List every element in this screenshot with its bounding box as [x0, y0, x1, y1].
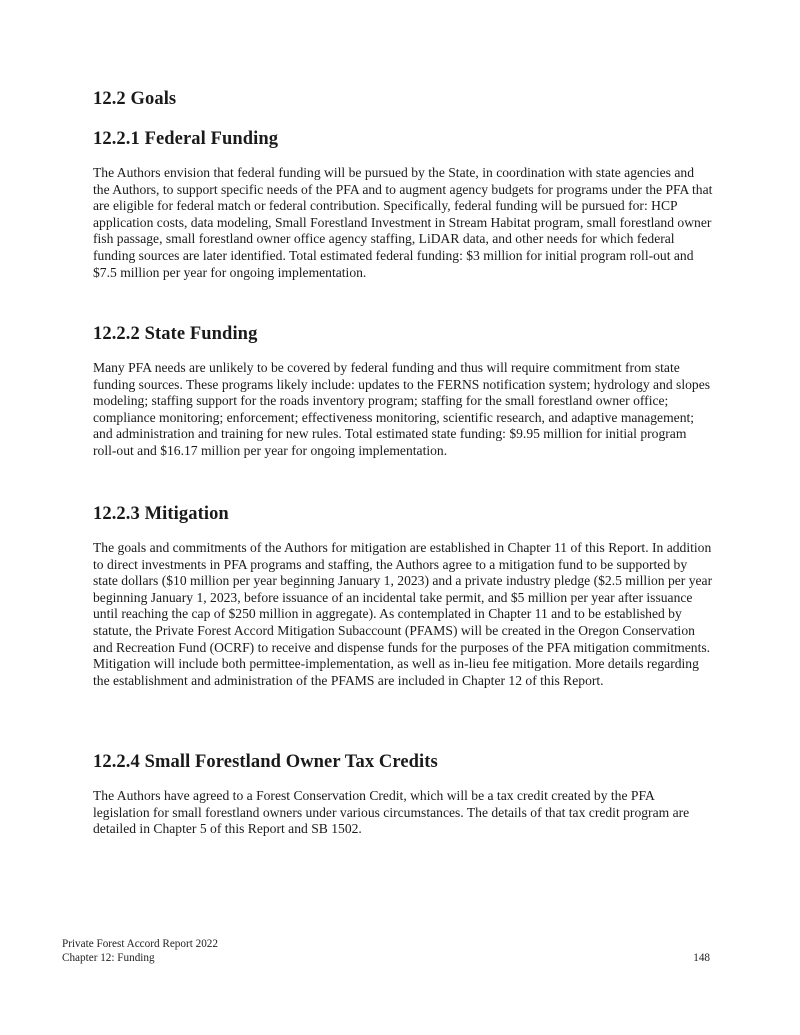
section-heading-goals: 12.2 Goals: [93, 89, 177, 109]
tax-credits-paragraph: The Authors have agreed to a Forest Conservation Credit, which will be a tax credit created by the PFA legislation for small forestland owners under various circumstances. The details of that tax credit program are detailed in Chapter 5 of this Report and SB 1502.: [93, 788, 690, 837]
tax-credits-heading: 12.2.4 Small Forestland Owner Tax Credits: [93, 752, 438, 772]
state-funding-section: [93, 323, 713, 460]
mitigation-section: [93, 503, 713, 689]
federal-funding-paragraph: The Authors envision that federal funding will be pursued by the State, in coordination with state agencies and the Authors, to support specific needs of the PFA and to augment agency budgets for programs under the PFA that are eligible for federal match or federal contribution. Specifically, federal funding will be pursued for: HCP application costs, data modeling, Small Forestland Investment in Stream Habitat program, small forestland owner fish passage, small forestland owner office agency staffing, LiDAR data, and other needs for which federal funding sources are later identified. Total estimated federal funding: $3 million for initial program roll-out and $7.5 million per year for ongoing implementation.: [93, 165, 713, 280]
state-funding-heading: 12.2.2 State Funding: [93, 324, 258, 344]
state-funding-paragraph: Many PFA needs are unlikely to be covered by federal funding and thus will require commitment from state funding sources. These programs likely include: updates to the FERNS notification system; hydrology and slopes modeling; staffing support for the roads inventory program; staffing for the small forestland owner office; compliance monitoring; enforcement; effectiveness monitoring, scientific research, and adaptive management; and administration and training for new rules. Total estimated state funding: $9.95 million for initial program roll-out and $16.17 million per year for ongoing implementation.: [93, 360, 711, 458]
footer-chapter: Chapter 12: Funding: [62, 951, 155, 964]
federal-funding-heading: 12.2.1 Federal Funding: [93, 129, 279, 149]
mitigation-paragraph: The goals and commitments of the Authors for mitigation are established in Chapter 11 of this Report. In addition to direct investments in PFA programs and staffing, the Authors agree to a mitigation fund to be supported by state dollars ($10 million per year beginning January 1, 2023) and a private industry pledge ($2.5 million per year beginning January 1, 2023, before issuance of an incidental take permit, and $5 million per year after issuance until reaching the cap of $250 million in aggregate). As contemplated in Chapter 11 and to be established by statute, the Private Forest Accord Mitigation Subaccount (PFAMS) will be created in the Oregon Conservation and Recreation Fund (OCRF) to receive and dispense funds for the purposes of the PFA mitigation commitments. Mitigation will include both permittee-implementation, as well as in-lieu fee mitigation. More details regarding the establishment and administration of the PFAMS are included in Chapter 12 of this Report.: [93, 540, 713, 688]
page-footer: [62, 938, 710, 965]
page-number: 148: [693, 951, 710, 964]
federal-funding-section: [93, 128, 713, 281]
mitigation-heading: 12.2.3 Mitigation: [93, 504, 229, 524]
footer-report-title: Private Forest Accord Report 2022: [62, 938, 218, 950]
tax-credits-section: [93, 751, 713, 838]
